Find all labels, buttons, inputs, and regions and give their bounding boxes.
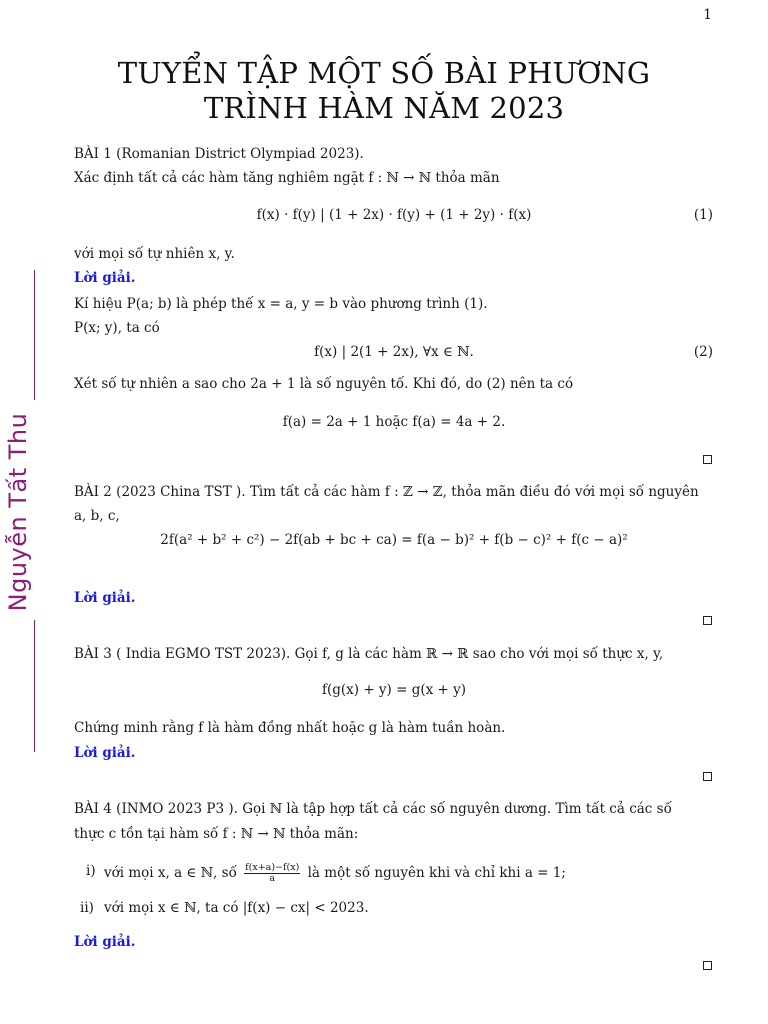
problem-2-header-cont: a, b, c, [74,508,120,524]
problem-4-item-2: với mọi x ∈ ℕ, ta có |f(x) − cx| < 2023. [104,900,369,916]
problem-3-equation: f(g(x) + y) = g(x + y) [321,682,467,698]
problem-3-header: BÀI 3 ( India EGMO TST 2023). Gọi f, g là các hàm ℝ → ℝ sao cho với mọi số thực x, y, [74,646,664,662]
fraction-numerator: f(x+a)−f(x) [245,862,300,873]
problem-1-equation-3: f(a) = 2a + 1 hoặc f(a) = 4a + 2. [282,414,506,430]
page-title-line-2: TRÌNH HÀM NĂM 2023 [203,91,565,125]
problem-1-solution-line-1: Kí hiệu P(a; b) là phép thế x = a, y = b vào phương trình (1). [74,296,488,312]
problem-4-item-1-text-b: là một số nguyên khi và chỉ khi a = 1; [307,865,566,881]
problem-1-equation-2: f(x) | 2(1 + 2x), ∀x ∈ ℕ. [314,344,474,360]
problem-1-condition: với mọi số tự nhiên x, y. [74,246,235,262]
problem-4-solution-label: Lời giải. [74,934,136,950]
problem-1-solution-line-2: P(x; y), ta có [74,320,160,336]
fraction-denominator: a [269,873,276,884]
problem-2-equation: 2f(a² + b² + c²) − 2f(ab + bc + ca) = f(a − b)² + f(b − c)² + f(c − a)² [160,532,628,548]
problem-3-statement: Chứng minh rằng f là hàm đồng nhất hoặc g là hàm tuần hoàn. [74,720,506,736]
sidebar-rule-bottom [34,620,35,752]
problem-1-solution-label: Lời giải. [74,270,136,286]
problem-1-equation-number: (1) [693,207,713,223]
fraction [244,863,300,884]
problem-2-solution-label: Lời giải. [74,590,136,606]
problem-1-header: BÀI 1 (Romanian District Olympiad 2023). [74,146,364,162]
qed-square [703,772,712,781]
problem-4-item-1 [104,863,566,884]
problem-4-item-1-label: i) [86,863,96,879]
problem-4-item-1-text-a: với mọi x, a ∈ ℕ, số [104,865,237,881]
problem-1-equation-2-number: (2) [693,344,713,360]
page-title-line-1: TUYỂN TẬP MỘT SỐ BÀI PHƯƠNG [117,56,651,90]
problem-4-header: BÀI 4 (INMO 2023 P3 ). Gọi ℕ là tập hợp tất cả các số nguyên dương. Tìm tất cả các số [74,801,672,817]
qed-square [703,961,712,970]
sidebar-rule-top [34,270,35,400]
problem-4-header-cont: thực c tồn tại hàm số f : ℕ → ℕ thỏa mãn: [74,826,359,842]
qed-square [703,616,712,625]
problem-1-equation: f(x) · f(y) | (1 + 2x) · f(y) + (1 + 2y) · f(x) [256,207,532,223]
problem-1-statement: Xác định tất cả các hàm tăng nghiêm ngặt f : ℕ → ℕ thỏa mãn [74,170,500,186]
problem-1-solution-line-3: Xét số tự nhiên a sao cho 2a + 1 là số nguyên tố. Khi đó, do (2) nên ta có [74,376,574,392]
sidebar-author: Nguyễn Tất Thu [4,412,32,612]
problem-3-solution-label: Lời giải. [74,745,136,761]
qed-square [703,455,712,464]
problem-4-item-2-label: ii) [80,900,94,916]
page-number: 1 [703,7,712,23]
problem-2-header: BÀI 2 (2023 China TST ). Tìm tất cả các hàm f : ℤ → ℤ, thỏa mãn điều đó với mọi số nguyên [74,484,699,500]
